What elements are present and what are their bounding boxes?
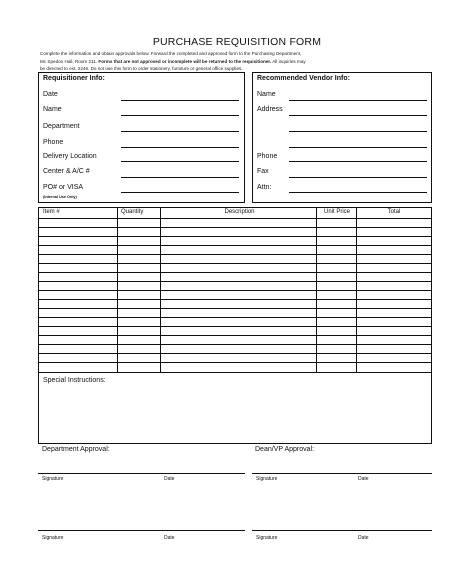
instructions-line-2-end: All inquiries may	[271, 58, 306, 64]
table-row-line	[39, 299, 431, 300]
table-row-line	[39, 317, 431, 318]
requisitioner-header: Requisitioner Info:	[43, 75, 105, 82]
page-title: PURCHASE REQUISITION FORM	[152, 36, 322, 48]
column-header-description: Description	[224, 209, 255, 215]
vendor-address-label: Address	[257, 106, 283, 113]
table-row-line	[39, 326, 431, 327]
instructions-line-2-start: Mc Spedon Hall, Room 211.	[40, 58, 99, 64]
vendor-header: Recommended Vendor Info:	[257, 75, 350, 82]
table-row-line	[39, 335, 431, 336]
vendor-name-label: Name	[257, 91, 276, 98]
table-row-line	[39, 362, 431, 363]
name-label: Name	[43, 106, 62, 113]
vendor-address-field-1[interactable]	[289, 115, 427, 116]
special-instructions-area[interactable]	[41, 388, 429, 442]
department-signature-line-2[interactable]	[38, 530, 245, 531]
date-caption: Date	[358, 535, 369, 541]
department-label: Department	[43, 123, 80, 130]
table-row-line	[39, 218, 431, 219]
vendor-phone-field[interactable]	[289, 161, 427, 162]
dean-signature-line-2[interactable]	[252, 530, 432, 531]
vendor-fax-field[interactable]	[289, 177, 427, 178]
department-signature-line-1[interactable]	[38, 473, 245, 474]
instructions-warning: Forms that are not approved or incomplete will be returned to the requisitioner.	[98, 58, 272, 64]
instructions-line-3: be directed to ext. 2246. Do not use this form to order stationery, furniture or general office supplies.	[40, 66, 243, 72]
table-row-line	[39, 272, 431, 273]
table-row-line	[39, 254, 431, 255]
vendor-fax-label: Fax	[257, 168, 269, 175]
special-instructions-label: Special Instructions:	[43, 377, 106, 384]
date-caption: Date	[164, 476, 175, 482]
table-row-line	[39, 236, 431, 237]
vendor-phone-label: Phone	[257, 153, 278, 160]
table-row-line	[39, 281, 431, 282]
items-table	[38, 207, 432, 444]
signature-caption: Signature	[42, 476, 64, 482]
dean-approval-label: Dean/VP Approval:	[255, 446, 315, 453]
po-visa-label: PO# or VISA	[43, 184, 84, 191]
date-label: Date	[43, 91, 58, 98]
date-caption: Date	[358, 476, 369, 482]
table-row-line	[39, 263, 431, 264]
center-ac-label: Center & A/C #	[43, 168, 90, 175]
vendor-box	[252, 72, 432, 203]
department-field[interactable]	[121, 131, 239, 132]
table-row-line	[39, 308, 431, 309]
instructions-line-1: Complete the information and obtain approvals below. Forward the completed and approved form to the Purchasing Department,	[40, 51, 302, 56]
delivery-location-field[interactable]	[121, 161, 239, 162]
column-header-total: Total	[387, 209, 401, 215]
signature-caption: Signature	[42, 535, 64, 541]
column-header-quantity: Quantity	[121, 209, 144, 215]
vendor-name-field[interactable]	[289, 100, 427, 101]
table-row-line	[39, 290, 431, 291]
phone-field[interactable]	[121, 147, 239, 148]
delivery-location-label: Delivery Location	[43, 153, 97, 160]
requisitioner-box	[38, 72, 245, 203]
dean-signature-line-1[interactable]	[252, 473, 432, 474]
vendor-address-field-2[interactable]	[289, 131, 427, 132]
internal-use-note: (Internal Use Only)	[43, 195, 77, 199]
instructions-line-2	[40, 58, 440, 66]
center-ac-field[interactable]	[121, 177, 239, 178]
vendor-address-field-3[interactable]	[289, 147, 427, 148]
vendor-attn-label: Attn:	[257, 184, 272, 191]
signature-caption: Signature	[256, 476, 278, 482]
column-header-unit-price: Unit Price	[323, 209, 350, 215]
table-row-line	[39, 372, 431, 373]
date-caption: Date	[164, 535, 175, 541]
name-field[interactable]	[121, 115, 239, 116]
column-header-item: Item #	[43, 209, 60, 215]
table-row-line	[39, 245, 431, 246]
table-row-line	[39, 353, 431, 354]
date-field[interactable]	[121, 100, 239, 101]
vendor-attn-field[interactable]	[289, 192, 427, 193]
table-row-line	[39, 344, 431, 345]
department-approval-label: Department Approval:	[42, 446, 110, 453]
table-row-line	[39, 227, 431, 228]
instructions	[40, 50, 440, 73]
phone-label: Phone	[43, 139, 64, 146]
signature-caption: Signature	[256, 535, 278, 541]
po-visa-field[interactable]	[121, 192, 239, 193]
